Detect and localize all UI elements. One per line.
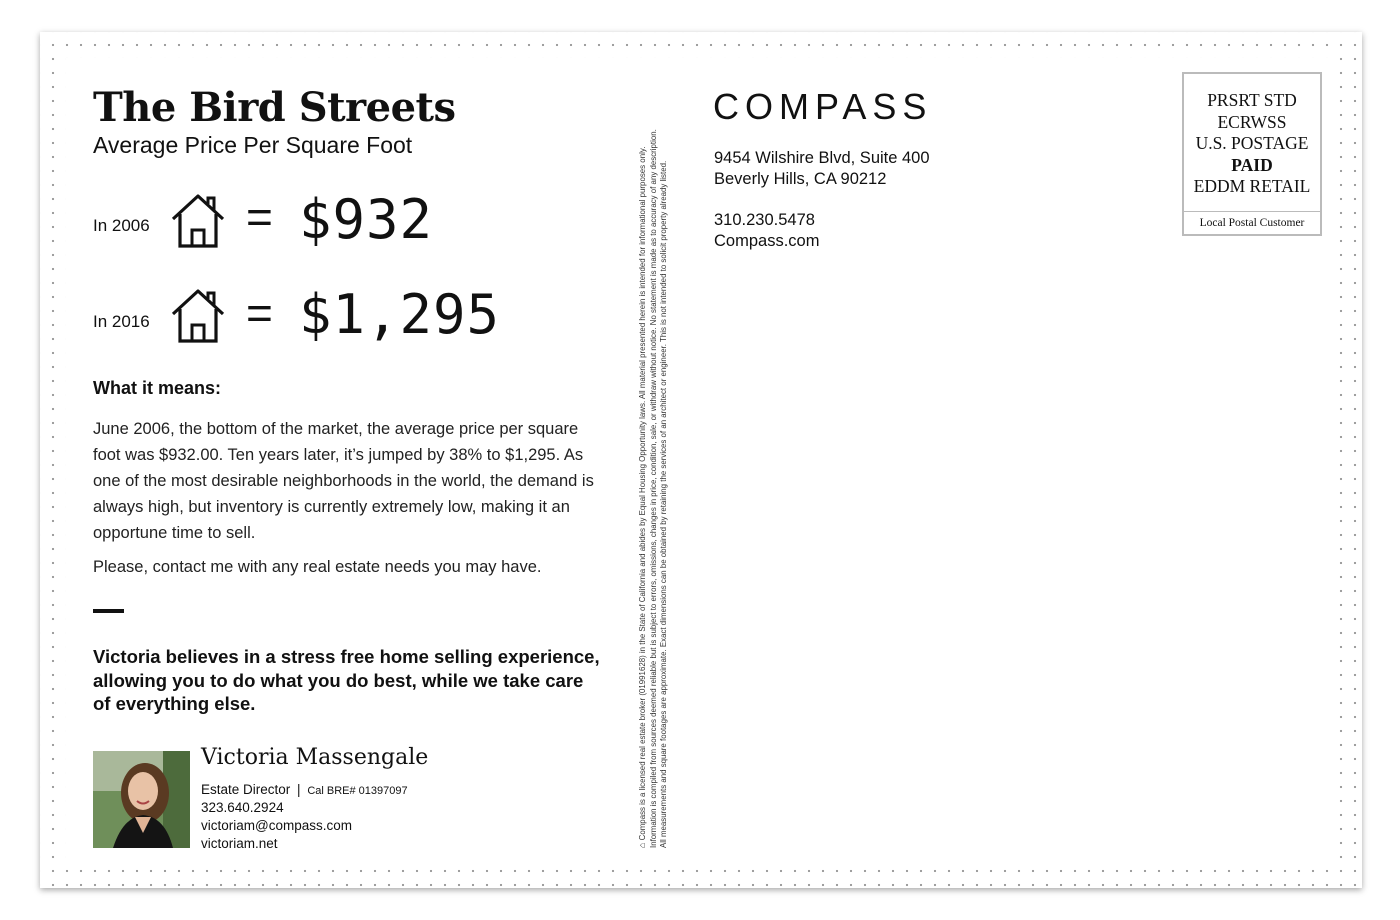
divider xyxy=(93,609,124,613)
compass-logo: COMPASS xyxy=(713,86,933,127)
contact-line: Please, contact me with any real estate needs you may have. xyxy=(93,558,542,576)
office-address-line1: 9454 Wilshire Blvd, Suite 400 xyxy=(714,149,930,167)
agent-email: victoriam@compass.com xyxy=(201,818,352,833)
disclaimer-line: All measurements and square footages are approximate. Exact dimensions can be obtained by retaining the services of an architect or engineer. This is not intended to solicit property already listed. xyxy=(659,160,668,848)
indicia-footer: Local Postal Customer xyxy=(1184,211,1320,234)
office-address-line2: Beverly Hills, CA 90212 xyxy=(714,170,887,188)
year-label-2016: In 2016 xyxy=(93,312,150,331)
indicia-paid: PAID xyxy=(1231,154,1273,175)
agent-phone: 323.640.2924 xyxy=(201,800,284,815)
indicia-line: U.S. POSTAGE xyxy=(1195,133,1309,153)
legal-disclaimer xyxy=(637,70,670,848)
office-phone: 310.230.5478 xyxy=(714,211,815,229)
agent-license: Cal BRE# 01397097 xyxy=(307,785,408,797)
page-title: The Bird Streets xyxy=(93,84,456,131)
agent-name: Victoria Massengale xyxy=(201,745,429,770)
equals-sign: = xyxy=(246,287,273,339)
indicia-line: PRSRT STD xyxy=(1207,90,1297,110)
office-website: Compass.com xyxy=(714,232,820,250)
postage-indicia xyxy=(1182,72,1322,236)
agent-quote: Victoria believes in a stress free home selling experience, allowing you to do what you do best, while we take care of everything else. xyxy=(93,646,600,714)
page-subtitle: Average Price Per Square Foot xyxy=(93,132,413,158)
disclaimer-line: Information is compiled from sources deemed reliable but is subject to errors, omissions, changes in price, condition, sale, or withdraw without notice. No statement is made as to accuracy of any description. xyxy=(648,129,658,848)
equal-housing-icon: ⌂ xyxy=(637,842,647,848)
agent-website: victoriam.net xyxy=(201,836,278,851)
house-icon xyxy=(170,287,226,343)
equals-sign: = xyxy=(246,191,273,243)
price-2016: $1,295 xyxy=(299,283,501,346)
year-label-2006: In 2006 xyxy=(93,216,150,235)
indicia-line: ECRWSS xyxy=(1217,111,1287,132)
disclaimer-text: Compass is a licensed real estate broker (01991628) in the State of California and abides by Equal Housing Opportunity laws. All material presented herein is intended for informational purposes only. xyxy=(638,146,647,841)
agent-title-line xyxy=(201,782,408,797)
means-body: June 2006, the bottom of the market, the average price per square foot was $932.00. Ten years later, it’s jumped by 38% to $1,295. As one of the most desirable neighborhoods in the world, the demand is always high, but inventory is currently extremely low, making it an opportune time to sell. xyxy=(93,420,594,542)
disclaimer-line xyxy=(637,70,649,848)
house-icon xyxy=(170,192,226,248)
price-2006: $932 xyxy=(299,188,434,251)
agent-role: Estate Director xyxy=(201,782,291,797)
indicia-line: EDDM RETAIL xyxy=(1193,176,1311,196)
separator: | xyxy=(297,782,301,797)
agent-photo xyxy=(93,751,190,848)
means-heading: What it means: xyxy=(93,378,222,398)
